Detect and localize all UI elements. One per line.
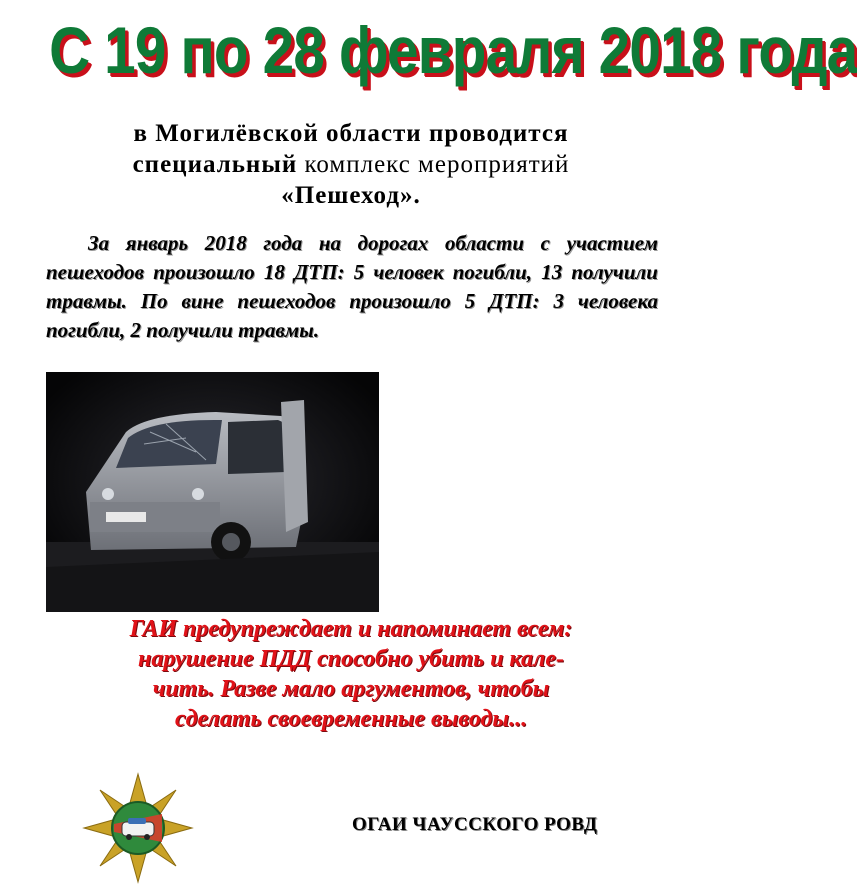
intro-line-2-bold: специальный [132, 151, 298, 178]
warning-line-4: сделать своевременные выводы... [174, 706, 528, 732]
warning-line-2: нарушение ПДД способно убить и кале- [138, 646, 564, 672]
warning-line-3: чить. Разве мало аргументов, чтобы [152, 676, 550, 702]
intro-line-2-rest: комплекс мероприятий [297, 151, 570, 178]
gai-police-emblem-icon [82, 772, 194, 886]
headline-title: С 19 по 28 февраля 2018 года [49, 13, 857, 87]
accident-photo [46, 372, 379, 612]
warning-line-1: ГАИ предупреждает и напоминает всем: [129, 616, 573, 642]
warning-message [40, 614, 662, 734]
intro-line-1: в Могилёвской области проводится [133, 120, 569, 147]
intro-line-3: «Пешеход». [281, 182, 421, 209]
damaged-minivan-illustration [46, 372, 379, 612]
statistics-paragraph: За январь 2018 года на дорогах области с участием пешеходов произошло 18 ДТП: 5 человек погибли, 13 получили травмы. По вине пешеходов произошло 5 ДТП: 3 человека погибли, 2 получили травмы. [46, 231, 658, 342]
intro-text [20, 118, 682, 211]
organization-signature: ОГАИ ЧАУССКОГО РОВД [352, 814, 598, 835]
